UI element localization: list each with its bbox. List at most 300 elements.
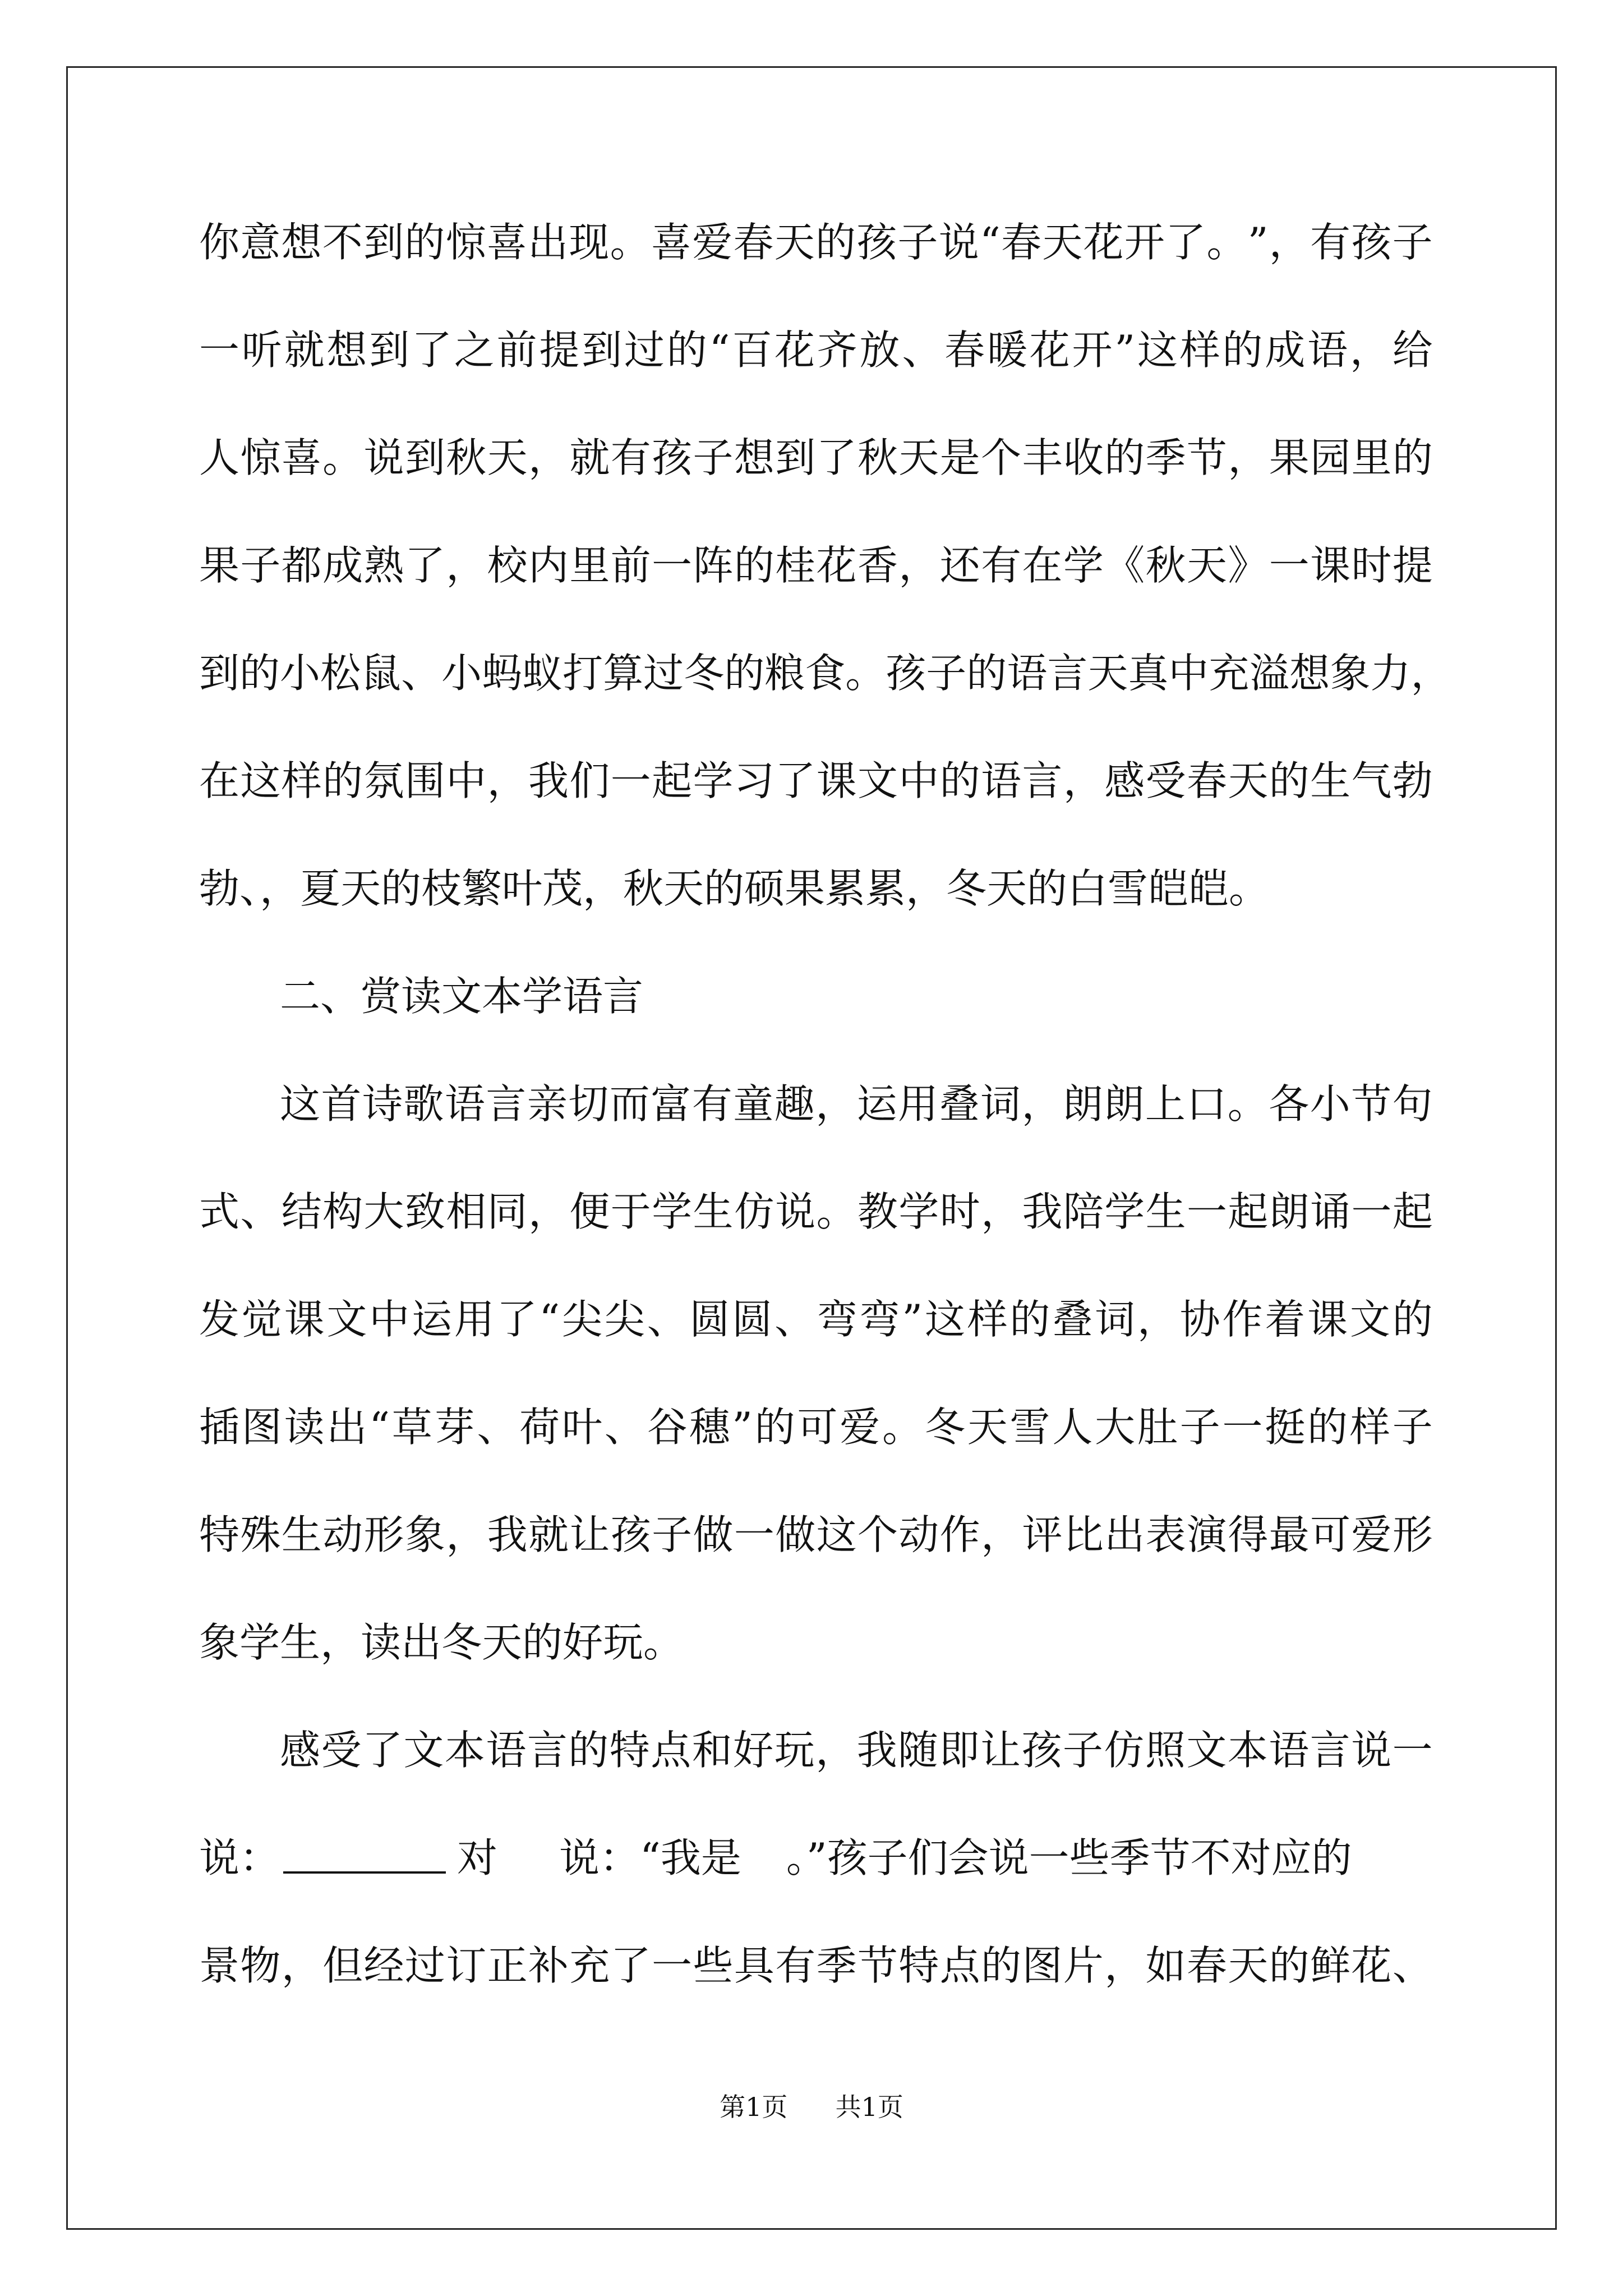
text-char: 学 [898,1188,939,1235]
text-char: 用 [454,1296,495,1343]
text-char: 时 [1351,542,1392,589]
text-char: 最 [1269,1511,1310,1558]
text-char: 松 [320,650,361,697]
text-char: 的 [404,219,445,266]
text-char: 孩 [886,650,926,697]
text-char: ， [981,1188,1022,1235]
text-char: 力 [1370,650,1411,697]
text-char: 爱 [692,219,733,266]
text-char: 到 [369,326,410,374]
text-char: 文 [857,757,898,804]
text-char: 于 [610,1188,651,1235]
text-char: 草 [391,1404,432,1451]
text-char: 桂 [775,542,816,589]
text-char: 而 [609,1080,650,1128]
text-char: 朗 [1104,1080,1145,1128]
text-char: ， [1349,326,1390,374]
text-char: 照 [1145,1727,1186,1774]
text-char: 了 [362,1727,403,1774]
text-char: 着 [1265,1296,1306,1343]
text-char: 做 [775,1511,816,1558]
text-char: 叠 [939,1080,980,1128]
text-char: 如 [1145,1942,1186,1989]
text-char: 校 [487,542,528,589]
text-char: 花 [816,542,857,589]
text-char: 觉 [241,1296,282,1343]
text-char: 了 [404,542,445,589]
text-char: 过 [624,326,665,374]
text-char: 里 [569,542,610,589]
text-char: 鼠 [361,650,402,697]
text-char: 构 [322,1188,363,1235]
text-char: 起 [1392,1188,1433,1235]
text-char: 了 [816,434,857,481]
text-char: 花 [1351,1942,1392,1989]
text-char: 充 [569,1942,610,1989]
text-char: 齐 [817,326,857,374]
text-char: ， [281,1942,322,1989]
text-char: 。 [816,1188,857,1235]
text-char: 这 [1137,326,1178,374]
text-char: 谷 [647,1404,688,1451]
text-char: 的 [1222,326,1263,374]
text-char: 出 [326,1404,367,1451]
text-char: 前 [496,326,537,374]
fill-dui: 对 [457,1834,498,1881]
text-char: 氛 [363,757,404,804]
text-char: 圆 [689,1296,730,1343]
text-char: 具 [734,1942,774,1989]
text-char: 作 [939,1511,980,1558]
text-char: 得 [1228,1511,1269,1558]
text-char: 《 [1104,542,1145,589]
text-char: 一 [1392,1727,1433,1774]
text-char: 阵 [693,542,734,589]
text-char: 时 [939,1188,980,1235]
text-char: 做 [693,1511,734,1558]
text-char: 的 [754,1404,795,1451]
text-char: 样 [1349,1404,1390,1451]
text-char: 一 [652,1942,693,1989]
text-char: 说 [938,219,979,266]
text-char: 有 [610,434,651,481]
text-char: 孩 [610,1511,651,1558]
text-char: 的 [1392,1296,1433,1343]
text-char: 一 [610,757,651,804]
text-char: 春 [733,219,774,266]
text-char: 随 [898,1727,939,1774]
text-char: 一 [1222,1404,1263,1451]
text-char: 子 [1062,1727,1103,1774]
text-char: 文 [403,1727,444,1774]
text-char: 诗 [362,1080,403,1128]
text-char: 了 [1165,219,1206,266]
text-char: 前 [610,542,651,589]
text-char: 给 [1392,326,1433,374]
text-char: 个 [981,434,1022,481]
text-char: ” [1114,326,1136,374]
text-char: 的 [1307,1404,1348,1451]
text-char: 生 [1310,757,1351,804]
text-char: 发 [199,1296,240,1343]
text-char: 。 [1227,1080,1268,1128]
text-char: 蚁 [522,650,563,697]
text-line [199,1723,1433,1831]
text-char: 溢 [1249,650,1290,697]
text-char: 过 [643,650,684,697]
text-char: 受 [1145,757,1186,804]
text-line [199,1508,1433,1616]
fill-gap [497,1831,559,1939]
text-char: 肚 [1137,1404,1178,1451]
text-char: ， [898,542,939,589]
text-char: 和 [691,1727,732,1774]
text-char: 天 [898,434,939,481]
text-char: 子 [926,650,967,697]
text-char: 小 [1310,1080,1350,1128]
text-char: 子 [897,219,938,266]
text-line [199,215,1433,323]
text-char: 可 [797,1404,838,1451]
text-char: 语 [486,1727,527,1774]
text-char: 。 [882,1404,923,1451]
text-char: ， [1410,650,1451,697]
text-char: 、 [604,1404,645,1451]
text-char: 一 [1187,1188,1228,1235]
text-char: 的 [939,757,980,804]
text-char: 些 [693,1942,734,1989]
text-char: 尖 [604,1296,645,1343]
text-char: 样 [281,757,322,804]
text-char: 同 [487,1188,528,1235]
fill-shuo: 说：“我是 [559,1834,741,1881]
text-char: 样 [1179,326,1220,374]
text-char: 放 [859,326,900,374]
text-char: 提 [1392,542,1433,589]
text-char: 孩 [856,219,897,266]
text-char: 的 [239,650,280,697]
text-char: 到 [363,219,404,266]
text-char: 小 [280,650,321,697]
text-line: 勃、，夏天的枝繁叶茂，秋天的硕果累累，冬天的白雪皑皑。 [199,865,1270,912]
text-char: 春 [1187,1942,1228,1989]
text-char: 收 [1063,434,1104,481]
text-char: 到 [199,650,240,697]
text-char: 、 [1392,1942,1433,1989]
text-char: 出 [1104,1511,1145,1558]
text-char: 一 [1269,542,1310,589]
text-char: 节 [1187,434,1228,481]
text-char: 运 [856,1080,897,1128]
text-char: 补 [528,1942,569,1989]
text-char: 想 [734,434,774,481]
text-char: 有 [981,542,1022,589]
text-char: ， [1021,1080,1062,1128]
text-char: 暖 [986,326,1027,374]
text-char: 式 [199,1188,240,1235]
text-char: ， [815,1727,856,1774]
text-char: 、 [401,650,442,697]
text-char: 充 [1209,650,1249,697]
text-char: 起 [652,757,693,804]
text-char: 亲 [527,1080,568,1128]
text-char: 春 [944,326,985,374]
text-char: 园 [1310,434,1351,481]
text-char: 。 [322,434,363,481]
text-char: 。 [1206,219,1247,266]
text-char: 算 [603,650,644,697]
text-char: 人 [1052,1404,1093,1451]
text-char: ， [528,434,569,481]
text-char: 了 [775,757,816,804]
text-char: 语 [1307,326,1348,374]
text-char: 围 [404,757,445,804]
text-char: 的 [815,219,856,266]
text-char: 、 [774,1296,815,1343]
text-char: 习 [734,757,774,804]
text-char: 象 [404,1511,445,1558]
text-char: 到 [775,434,816,481]
text-char: ， [446,542,487,589]
text-line [199,539,1433,646]
text-char: 我 [487,1511,528,1558]
text-char: 圆 [732,1296,773,1343]
text-char: 说 [1351,1727,1392,1774]
text-char: 勃 [1392,757,1433,804]
text-char: 便 [569,1188,610,1235]
text-char: 过 [404,1942,445,1989]
text-char: 子 [1392,1404,1433,1451]
text-char: 香 [857,542,898,589]
text-char: ” [1247,219,1269,266]
text-char: 花 [774,326,815,374]
text-char: 形 [363,1511,404,1558]
text-char: 说 [363,434,404,481]
text-char: 冬 [684,650,725,697]
page-footer [0,2087,1623,2124]
text-char: 仿 [1104,1727,1145,1774]
text-char: 穗 [689,1404,730,1451]
text-char: 特 [609,1727,650,1774]
text-char: 课 [1310,542,1351,589]
text-char: 特 [199,1511,240,1558]
text-char: 文 [326,1296,367,1343]
text-char: 句 [1392,1080,1433,1128]
text-char: 的 [568,1727,609,1774]
text-char: 天 [487,434,528,481]
text-char: ， [1228,434,1269,481]
text-char: 小 [441,650,482,697]
text-char: 秋 [857,434,898,481]
text-char: 花 [1083,219,1124,266]
text-char: 内 [528,542,569,589]
text-char: 动 [898,1511,939,1558]
fill-gap [741,1831,786,1939]
text-char: 中 [446,757,487,804]
text-char: 天 [1228,1942,1269,1989]
text-char: 词 [980,1080,1021,1128]
text-char: 的 [666,326,707,374]
text-char: 的 [1104,434,1145,481]
text-char: 图 [241,1404,282,1451]
text-char: 想 [281,219,322,266]
text-char: 大 [1095,1404,1136,1451]
text-char: 读 [284,1404,325,1451]
text-char: 你 [199,219,240,266]
text-char: 物 [240,1942,281,1989]
text-char: 学 [652,1188,693,1235]
text-char: 子 [652,1511,693,1558]
text-char: 协 [1179,1296,1220,1343]
text-char: 一 [199,326,240,374]
text-char: 之 [454,326,495,374]
text-char: 仿 [734,1188,774,1235]
text-char: 喜 [281,434,322,481]
text-char: 子 [1179,1404,1220,1451]
text-line [199,1400,1433,1508]
text-char: 弯 [817,1296,857,1343]
text-char: 但 [322,1942,363,1989]
text-char: 文 [1186,1727,1227,1774]
text-char: 好 [733,1727,774,1774]
text-char: 成 [1265,326,1306,374]
text-char: 课 [1307,1296,1348,1343]
text-char: 果 [1269,434,1310,481]
text-char: 正 [487,1942,528,1989]
text-char: 生 [693,1188,734,1235]
text-char: 、 [240,1188,281,1235]
text-char: 的 [966,650,1007,697]
text-char: ， [815,1080,856,1128]
text-char: 天 [1087,650,1128,697]
text-char: 词 [1095,1296,1136,1343]
text-char: 节 [857,1942,898,1989]
text-char: 我 [1022,1188,1063,1235]
text-char: 的 [1009,1296,1050,1343]
text-char: 受 [321,1727,362,1774]
text-char: 孩 [1021,1727,1062,1774]
text-char: 上 [1145,1080,1186,1128]
text-char: 秋 [1145,542,1186,589]
text-char: ， [981,1511,1022,1558]
text-char: 经 [363,1942,404,1989]
text-char: 一 [652,542,693,589]
text-char: “ [709,326,730,374]
text-char: 这 [280,1080,321,1128]
text-char: 童 [733,1080,774,1128]
text-char: 感 [280,1727,321,1774]
fill-prefix: 说： [199,1834,280,1881]
text-char: 到 [582,326,623,374]
text-char: 订 [446,1942,487,1989]
text-char: ， [1269,219,1310,266]
text-char: 了 [411,326,452,374]
text-char: 言 [527,1727,568,1774]
text-char: 象 [1330,650,1371,697]
text-char: 子 [1392,219,1433,266]
page-number-current: 第1页 [720,2092,788,2122]
text-char: 春 [1187,757,1228,804]
text-char: 朗 [1062,1080,1103,1128]
text-char: 惊 [240,434,281,481]
text-char: ， [487,757,528,804]
text-char: 子 [240,542,281,589]
text-char: 的 [1269,1942,1310,1989]
text-char: 特 [898,1942,939,1989]
text-char: 即 [939,1727,980,1774]
text-char: 评 [1022,1511,1063,1558]
text-char: 开 [1124,219,1165,266]
text-char: 不 [322,219,363,266]
text-char: 有 [1310,219,1351,266]
text-char: 插 [199,1404,240,1451]
text-char: 到 [404,434,445,481]
text-char: 比 [1063,1511,1104,1558]
text-char: 切 [568,1080,609,1128]
text-line [199,1292,1433,1400]
text-char: 、 [477,1404,518,1451]
text-char: ， [1063,757,1104,804]
text-char: 起 [1228,1188,1269,1235]
text-char: 让 [569,1511,610,1558]
text-char: 的 [724,650,765,697]
text-char: 就 [569,434,610,481]
text-char: 节 [1351,1080,1392,1128]
document-body [199,215,1451,2046]
text-char: 了 [496,1296,537,1343]
text-char: 朗 [1269,1188,1310,1235]
text-char: 、 [647,1296,688,1343]
text-char: 这 [924,1296,965,1343]
text-char: 学 [693,757,734,804]
text-char: 让 [980,1727,1021,1774]
text-char: 果 [199,542,240,589]
text-char: 雪 [1009,1404,1050,1451]
text-char: 天 [1042,219,1083,266]
text-char: 学 [1104,1188,1145,1235]
fill-suffix: 。”孩子们会说一些季节不对应的 [786,1834,1352,1881]
text-char: 相 [446,1188,487,1235]
text-line [199,754,1433,862]
section-heading: 二、赏读文本学语言 [280,973,644,1020]
text-char: 鲜 [1310,1942,1351,1989]
text-char: 成 [322,542,363,589]
text-char: 冬 [924,1404,965,1451]
text-char: 用 [898,1080,939,1128]
text-char: 春 [1001,219,1042,266]
text-char: 丰 [1022,434,1063,481]
text-char: 图 [1022,1942,1063,1989]
text-char: 这 [816,1511,857,1558]
text-char: 惊 [445,219,486,266]
text-char: 中 [369,1296,410,1343]
text-char: ， [1137,1296,1178,1343]
text-char: 结 [281,1188,322,1235]
text-char: 是 [939,434,980,481]
text-char: 的 [734,542,774,589]
text-char: ” [732,1404,753,1451]
text-char: 学 [1063,542,1104,589]
text-char: 课 [816,757,857,804]
text-char: 形 [1392,1511,1433,1558]
text-char: 言 [1047,650,1088,697]
fill-in-line [199,1831,1433,1939]
text-char: 本 [444,1727,485,1774]
text-char: 天 [967,1404,1008,1451]
text-char: 蚂 [482,650,523,697]
text-char: 陪 [1063,1188,1104,1235]
text-char: 里 [1351,434,1392,481]
